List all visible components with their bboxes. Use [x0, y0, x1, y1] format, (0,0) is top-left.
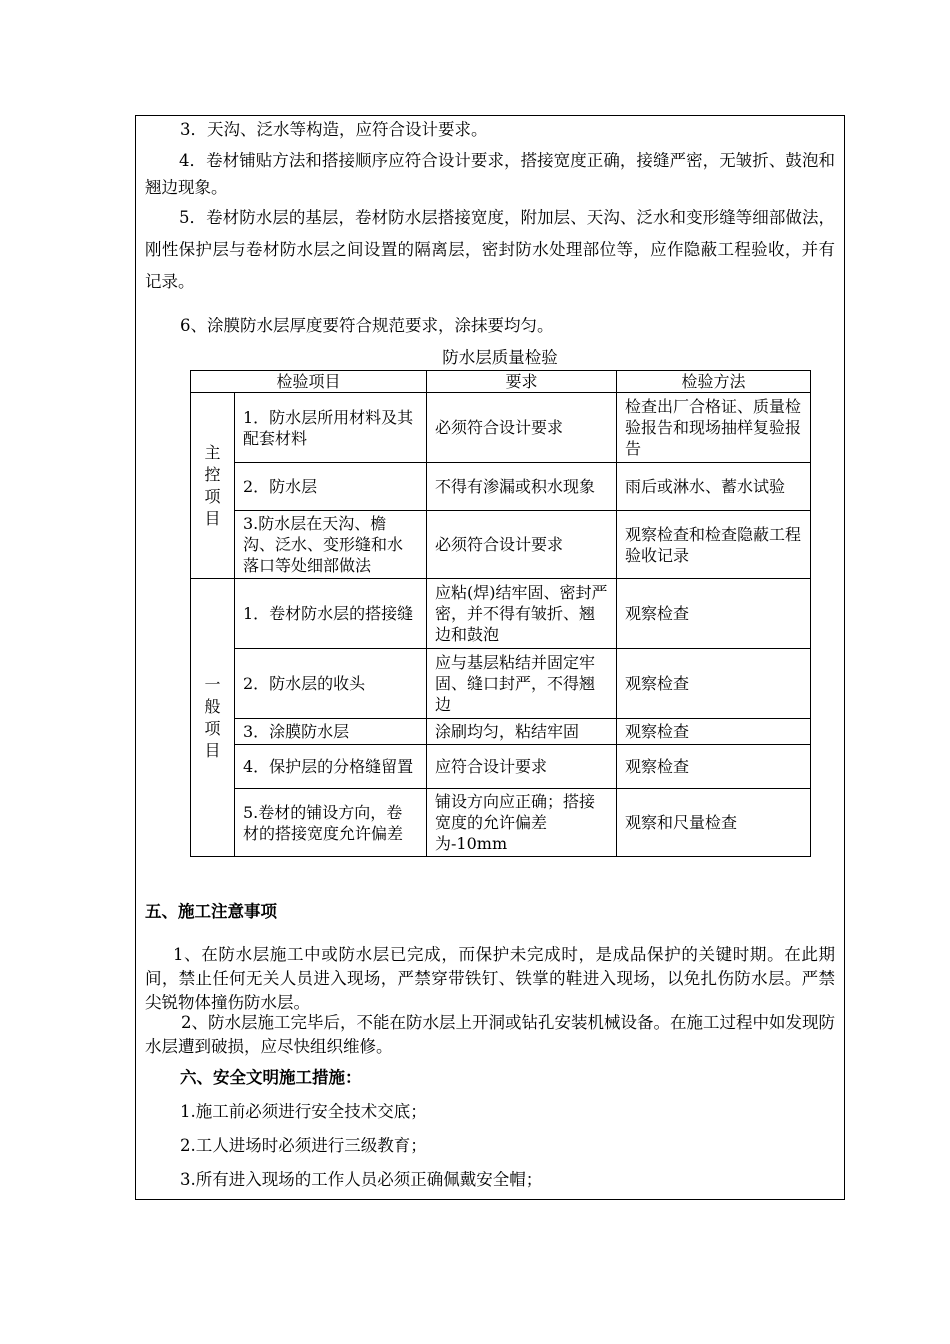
cell-item: 4．保护层的分格缝留置: [235, 745, 427, 789]
table-row: [191, 719, 811, 745]
cell-method: 观察和尺量检查: [617, 789, 811, 857]
table-row: [191, 649, 811, 719]
table-caption: 防水层质量检验: [442, 348, 558, 367]
cell-item: 1．防水层所用材料及其配套材料: [235, 393, 427, 463]
section5-para-1: 1、在防水层施工中或防水层已完成，而保护未完成时，是成品保护的关键时期。在此期间，禁止任何无关人员进入现场，严禁穿带铁钉、铁掌的鞋进入现场，以免扎伤防水层。严禁尖锐物体撞伤防水层。: [145, 945, 835, 1012]
cell-requirement: 涂刷均匀，粘结牢固: [427, 719, 617, 745]
general-group-cell: [191, 579, 235, 857]
cell-method: 观察检查: [617, 719, 811, 745]
quality-table: [190, 370, 811, 857]
table-row: [191, 579, 811, 649]
cell-method: 观察检查: [617, 649, 811, 719]
main-group-label: 主控项目: [204, 442, 221, 528]
header-requirement: 要求: [427, 371, 617, 393]
cell-item: 3．涂膜防水层: [235, 719, 427, 745]
safety-item-1: 1.施工前必须进行安全技术交底；: [180, 1102, 427, 1121]
cell-item: 5.卷材的铺设方向，卷材的搭接宽度允许偏差: [235, 789, 427, 857]
section5-title: 五、施工注意事项: [145, 902, 277, 921]
cell-requirement: 必须符合设计要求: [427, 393, 617, 463]
cell-item: 2．防水层: [235, 463, 427, 511]
cell-item: 3.防水层在天沟、檐沟、泛水、变形缝和水落口等处细部做法: [235, 511, 427, 579]
cell-requirement: 应粘(焊)结牢固、密封严密，并不得有皱折、翘边和鼓泡: [427, 579, 617, 649]
cell-method: 观察检查: [617, 579, 811, 649]
safety-item-2: 2.工人进场时必须进行三级教育；: [180, 1136, 427, 1155]
cell-item: 2．防水层的收头: [235, 649, 427, 719]
item-5: 5．卷材防水层的基层，卷材防水层搭接宽度，附加层、天沟、泛水和变形缝等细部做法，刚性保护层与卷材防水层之间设置的隔离层，密封防水处理部位等，应作隐蔽工程验收，并有记录。: [145, 208, 835, 291]
safety-item-3: 3.所有进入现场的工作人员必须正确佩戴安全帽；: [180, 1170, 543, 1189]
table-row: [191, 393, 811, 463]
item-3: 3．天沟、泛水等构造，应符合设计要求。: [180, 120, 488, 139]
main-group-cell: [191, 393, 235, 579]
header-item: 检验项目: [191, 371, 427, 393]
general-group-label: 一般项目: [204, 674, 221, 760]
table-row: [191, 789, 811, 857]
cell-method: 检查出厂合格证、质量检验报告和现场抽样复验报告: [617, 393, 811, 463]
table-row: [191, 745, 811, 789]
section5-para-2: 2、防水层施工完毕后，不能在防水层上开洞或钻孔安装机械设备。在施工过程中如发现防水层遭到破损，应尽快组织维修。: [145, 1013, 835, 1056]
cell-method: 观察检查: [617, 745, 811, 789]
cell-method: 观察检查和检查隐蔽工程验收记录: [617, 511, 811, 579]
item-6: 6、涂膜防水层厚度要符合规范要求，涂抹要均匀。: [180, 316, 554, 335]
cell-requirement: 不得有渗漏或积水现象: [427, 463, 617, 511]
cell-requirement: 铺设方向应正确；搭接宽度的允许偏差为-10mm: [427, 789, 617, 857]
cell-item: 1．卷材防水层的搭接缝: [235, 579, 427, 649]
table-header-row: [191, 371, 811, 393]
table-row: [191, 511, 811, 579]
header-method: 检验方法: [617, 371, 811, 393]
section6-title: 六、安全文明施工措施：: [180, 1068, 362, 1087]
cell-method: 雨后或淋水、蓄水试验: [617, 463, 811, 511]
cell-requirement: 必须符合设计要求: [427, 511, 617, 579]
item-4: 4．卷材铺贴方法和搭接顺序应符合设计要求，搭接宽度正确，接缝严密，无皱折、鼓泡和翘边现象。: [145, 151, 835, 197]
cell-requirement: 应符合设计要求: [427, 745, 617, 789]
cell-requirement: 应与基层粘结并固定牢固、缝口封严，不得翘边: [427, 649, 617, 719]
table-row: [191, 463, 811, 511]
